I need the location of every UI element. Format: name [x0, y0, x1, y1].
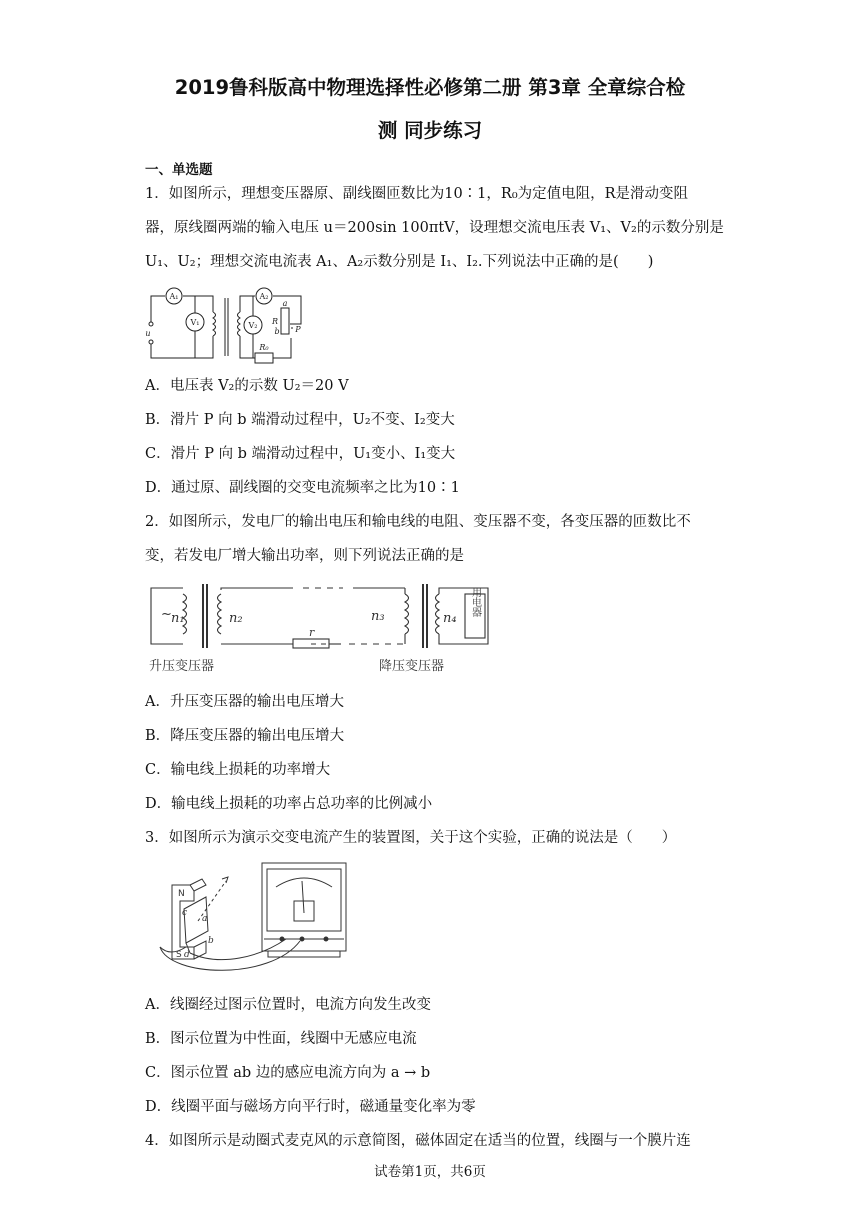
coil-d-label: d: [184, 950, 190, 960]
q4-stem-line-1: 4．如图所示是动圈式麦克风的示意简图，磁体固定在适当的位置，线圈与一个膜片连: [145, 1133, 691, 1149]
line-resistance-r-label: r: [309, 626, 315, 639]
page-footer: 试卷第1页，共6页: [374, 1164, 486, 1180]
step-down-transformer-label: 降压变压器: [379, 659, 445, 674]
q1-option-a: A．电压表 V₂的示数 U₂＝20 V: [145, 378, 349, 394]
q3-option-d: D．线圈平面与磁场方向平行时，磁通量变化率为零: [145, 1099, 476, 1115]
q1-option-b: B．滑片 P 向 b 端滑动过程中，U₂不变、I₂变大: [145, 412, 455, 428]
coil-n1-label: n₁: [171, 611, 185, 626]
step-up-transformer-label: 升压变压器: [149, 659, 215, 674]
page-title-continued: 测 同步练习: [377, 119, 483, 142]
coil-n3-label: n₃: [371, 609, 385, 624]
q2-stem-line-1: 2．如图所示，发电厂的输出电压和输电线的电阻、变压器不变，各变压器的匝数比不: [145, 514, 691, 530]
q2-option-b: B．降压变压器的输出电压增大: [145, 728, 345, 744]
q2-option-d: D．输电线上损耗的功率占总功率的比例减小: [145, 796, 433, 812]
voltmeter-v2-label: V₂: [248, 321, 258, 330]
q1-option-d: D．通过原、副线圈的交变电流频率之比为10∶1: [145, 480, 460, 496]
q3-ac-generator-demo-figure: [150, 857, 360, 983]
coil-a-label: a: [202, 914, 208, 924]
magnet-north-label: N: [178, 889, 185, 899]
q1-stem-line-3: U₁、U₂；理想交流电流表 A₁、A₂示数分别是 I₁、I₂.下列说法中正确的是( ): [145, 254, 654, 270]
resistor-r0-label: R₀: [259, 343, 269, 352]
coil-n4-label: n₄: [443, 611, 457, 626]
terminal-a-label: a: [282, 299, 288, 308]
q2-stem-line-2: 变，若发电厂增大输出功率，则下列说法正确的是: [145, 548, 464, 564]
q2-option-c: C．输电线上损耗的功率增大: [145, 762, 331, 778]
magnet-south-label: S: [176, 950, 182, 960]
terminal-b-label: b: [274, 327, 280, 336]
q1-transformer-circuit-figure: [143, 284, 313, 366]
q2-option-a: A．升压变压器的输出电压增大: [145, 694, 344, 710]
rheostat-r-label: R: [271, 317, 279, 326]
q3-option-b: B．图示位置为中性面，线圈中无感应电流: [145, 1031, 417, 1047]
input-u-label: u: [145, 329, 151, 338]
q1-stem-line-1: 1．如图所示，理想变压器原、副线圈匝数比为10∶1，R₀为定值电阻，R是滑动变阻: [145, 186, 689, 202]
page-title: 2019鲁科版高中物理选择性必修第二册 第3章 全章综合检: [174, 76, 686, 99]
voltmeter-v1-label: V₁: [190, 318, 200, 327]
q3-option-a: A．线圈经过图示位置时，电流方向发生改变: [145, 997, 431, 1013]
q1-option-c: C．滑片 P 向 b 端滑动过程中，U₁变小、I₁变大: [145, 446, 456, 462]
q3-stem-line-1: 3．如图所示为演示交变电流产生的装置图，关于这个实验，正确的说法是（ ）: [145, 830, 677, 846]
coil-c-label: c: [182, 908, 188, 918]
q3-option-c: C．图示位置 ab 边的感应电流方向为 a → b: [145, 1065, 431, 1081]
section-heading: 一、单选题: [145, 162, 213, 178]
ac-source-symbol: ~: [161, 607, 172, 622]
q2-power-transmission-figure: [143, 580, 503, 678]
load-label: 用电器: [469, 587, 481, 617]
slider-p-label: P: [295, 325, 301, 334]
coil-b-label: b: [208, 936, 214, 946]
ammeter-a1-label: A₁: [169, 292, 179, 301]
q1-stem-line-2: 器，原线圈两端的输入电压 u＝200sin 100πtV，设理想交流电压表 V₁、V₂的示数分别是: [145, 220, 724, 236]
coil-n2-label: n₂: [229, 611, 243, 626]
ammeter-a2-label: A₂: [259, 292, 269, 301]
